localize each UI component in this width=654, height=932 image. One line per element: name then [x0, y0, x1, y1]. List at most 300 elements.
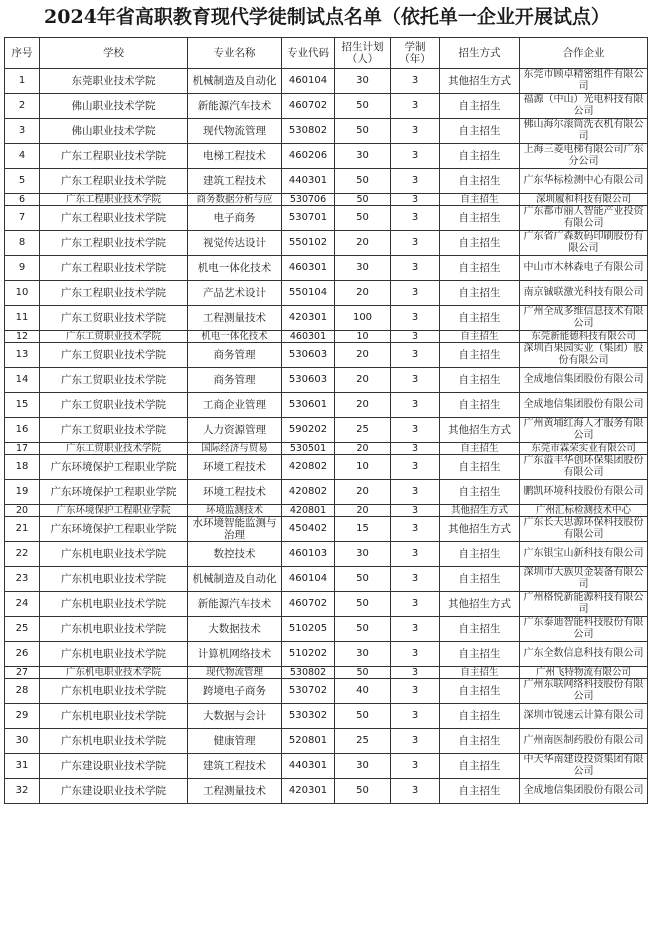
- cell-method: 自主招生: [440, 754, 520, 779]
- cell-partner: 上海三菱电梯有限公司广东分公司: [520, 144, 648, 169]
- cell-school: 广东环境保护工程职业学院: [40, 455, 188, 480]
- cell-partner: 广东都市丽人智能产业投资有限公司: [520, 206, 648, 231]
- header-years: 学制（年）: [391, 38, 440, 69]
- cell-major: 产品艺术设计: [188, 281, 282, 306]
- cell-seq: 15: [5, 393, 40, 418]
- cell-major: 环境监测技术: [188, 505, 282, 517]
- cell-code: 550104: [282, 281, 335, 306]
- cell-years: 3: [391, 617, 440, 642]
- cell-years: 3: [391, 592, 440, 617]
- cell-partner: 东莞新能德科技有限公司: [520, 331, 648, 343]
- table-row: [5, 343, 648, 368]
- table-row: [5, 368, 648, 393]
- cell-school: 广东建设职业技术学院: [40, 779, 188, 804]
- cell-code: 530702: [282, 679, 335, 704]
- cell-plan: 30: [335, 256, 391, 281]
- cell-method: 自主招生: [440, 455, 520, 480]
- table-body: [5, 69, 648, 804]
- table-row: [5, 517, 648, 542]
- table-row: [5, 306, 648, 331]
- cell-partner: 广州格悦新能源科技有限公司: [520, 592, 648, 617]
- cell-plan: 40: [335, 679, 391, 704]
- cell-years: 3: [391, 642, 440, 667]
- cell-major: 现代物流管理: [188, 119, 282, 144]
- cell-major: 商务管理: [188, 368, 282, 393]
- cell-partner: 鹏凯环境科技股份有限公司: [520, 480, 648, 505]
- table-row: [5, 729, 648, 754]
- cell-plan: 50: [335, 704, 391, 729]
- cell-plan: 30: [335, 642, 391, 667]
- cell-years: 3: [391, 505, 440, 517]
- cell-major: 商务管理: [188, 343, 282, 368]
- cell-method: 其他招生方式: [440, 505, 520, 517]
- cell-years: 3: [391, 779, 440, 804]
- cell-partner: 中天华南建设投资集团有限公司: [520, 754, 648, 779]
- cell-school: 广东工程职业技术学院: [40, 281, 188, 306]
- cell-plan: 50: [335, 194, 391, 206]
- cell-seq: 31: [5, 754, 40, 779]
- cell-years: 3: [391, 368, 440, 393]
- cell-school: 东莞职业技术学院: [40, 69, 188, 94]
- cell-plan: 20: [335, 393, 391, 418]
- cell-method: 自主招生: [440, 443, 520, 455]
- cell-code: 460206: [282, 144, 335, 169]
- cell-years: 3: [391, 206, 440, 231]
- cell-method: 自主招生: [440, 667, 520, 679]
- cell-plan: 50: [335, 169, 391, 194]
- cell-years: 3: [391, 679, 440, 704]
- cell-years: 3: [391, 517, 440, 542]
- cell-plan: 15: [335, 517, 391, 542]
- cell-code: 590202: [282, 418, 335, 443]
- cell-seq: 5: [5, 169, 40, 194]
- cell-method: 自主招生: [440, 368, 520, 393]
- header-school: 学校: [40, 38, 188, 69]
- cell-major: 工程测量技术: [188, 779, 282, 804]
- cell-major: 商务数据分析与应: [188, 194, 282, 206]
- cell-plan: 50: [335, 779, 391, 804]
- cell-major: 机电一体化技术: [188, 256, 282, 281]
- cell-major: 机电一体化技术: [188, 331, 282, 343]
- cell-years: 3: [391, 281, 440, 306]
- cell-code: 420301: [282, 306, 335, 331]
- cell-method: 自主招生: [440, 306, 520, 331]
- cell-seq: 2: [5, 94, 40, 119]
- cell-code: 460702: [282, 94, 335, 119]
- table-row: [5, 206, 648, 231]
- cell-seq: 8: [5, 231, 40, 256]
- cell-years: 3: [391, 418, 440, 443]
- cell-years: 3: [391, 393, 440, 418]
- cell-method: 自主招生: [440, 393, 520, 418]
- cell-method: 自主招生: [440, 542, 520, 567]
- cell-partner: 全成地信集团股份有限公司: [520, 393, 648, 418]
- cell-code: 530601: [282, 393, 335, 418]
- cell-method: 自主招生: [440, 343, 520, 368]
- cell-major: 人力资源管理: [188, 418, 282, 443]
- cell-partner: 广州飞特物流有限公司: [520, 667, 648, 679]
- page-title: 2024年省高职教育现代学徒制试点名单（依托单一企业开展试点）: [44, 6, 610, 28]
- cell-years: 3: [391, 455, 440, 480]
- cell-years: 3: [391, 729, 440, 754]
- cell-school: 广东工程职业技术学院: [40, 256, 188, 281]
- cell-partner: 广东华标检测中心有限公司: [520, 169, 648, 194]
- table-row: [5, 194, 648, 206]
- table-row: [5, 94, 648, 119]
- cell-school: 广东工贸职业技术学院: [40, 368, 188, 393]
- cell-plan: 30: [335, 754, 391, 779]
- cell-years: 3: [391, 704, 440, 729]
- cell-school: 广东工程职业技术学院: [40, 144, 188, 169]
- cell-major: 电梯工程技术: [188, 144, 282, 169]
- cell-method: 其他招生方式: [440, 418, 520, 443]
- cell-partner: 东莞市顾卓精密组件有限公司: [520, 69, 648, 94]
- cell-plan: 50: [335, 592, 391, 617]
- cell-school: 广东工程职业技术学院: [40, 206, 188, 231]
- cell-years: 3: [391, 480, 440, 505]
- cell-code: 530701: [282, 206, 335, 231]
- table-row: [5, 144, 648, 169]
- table-row: [5, 754, 648, 779]
- cell-seq: 11: [5, 306, 40, 331]
- cell-method: 其他招生方式: [440, 517, 520, 542]
- table-row: [5, 455, 648, 480]
- table-row: [5, 592, 648, 617]
- cell-code: 460301: [282, 256, 335, 281]
- cell-partner: 广州东联网络科技股份有限公司: [520, 679, 648, 704]
- cell-method: 自主招生: [440, 642, 520, 667]
- cell-school: 广东建设职业技术学院: [40, 754, 188, 779]
- cell-code: 530302: [282, 704, 335, 729]
- cell-years: 3: [391, 443, 440, 455]
- cell-code: 550102: [282, 231, 335, 256]
- cell-code: 520801: [282, 729, 335, 754]
- cell-seq: 10: [5, 281, 40, 306]
- cell-partner: 深圳百果园实业（集团）股份有限公司: [520, 343, 648, 368]
- cell-method: 自主招生: [440, 94, 520, 119]
- cell-plan: 50: [335, 119, 391, 144]
- cell-plan: 20: [335, 368, 391, 393]
- cell-method: 自主招生: [440, 119, 520, 144]
- table-row: [5, 418, 648, 443]
- table-row: [5, 281, 648, 306]
- cell-plan: 30: [335, 542, 391, 567]
- table-row: [5, 679, 648, 704]
- cell-code: 530706: [282, 194, 335, 206]
- cell-partner: 广东长天思源环保科技股份有限公司: [520, 517, 648, 542]
- cell-seq: 26: [5, 642, 40, 667]
- cell-seq: 23: [5, 567, 40, 592]
- cell-method: 自主招生: [440, 169, 520, 194]
- cell-school: 广东机电职业技术学院: [40, 567, 188, 592]
- table-row: [5, 256, 648, 281]
- cell-method: 自主招生: [440, 194, 520, 206]
- cell-code: 460104: [282, 567, 335, 592]
- cell-seq: 16: [5, 418, 40, 443]
- cell-major: 现代物流管理: [188, 667, 282, 679]
- cell-plan: 50: [335, 206, 391, 231]
- cell-method: 自主招生: [440, 617, 520, 642]
- cell-method: 其他招生方式: [440, 592, 520, 617]
- header-row: [5, 38, 648, 69]
- cell-years: 3: [391, 754, 440, 779]
- header-partner: 合作企业: [520, 38, 648, 69]
- cell-major: 工程测量技术: [188, 306, 282, 331]
- cell-major: 环境工程技术: [188, 480, 282, 505]
- cell-years: 3: [391, 194, 440, 206]
- cell-years: 3: [391, 69, 440, 94]
- table-row: [5, 119, 648, 144]
- cell-school: 广东环境保护工程职业学院: [40, 480, 188, 505]
- cell-code: 530603: [282, 343, 335, 368]
- cell-school: 广东机电职业技术学院: [40, 667, 188, 679]
- cell-method: 自主招生: [440, 231, 520, 256]
- cell-partner: 广东泰迪智能科技股份有限公司: [520, 617, 648, 642]
- cell-partner: 深圳履和科技有限公司: [520, 194, 648, 206]
- cell-plan: 50: [335, 94, 391, 119]
- table-row: [5, 779, 648, 804]
- cell-major: 跨境电子商务: [188, 679, 282, 704]
- cell-plan: 50: [335, 617, 391, 642]
- cell-partner: 东莞市霖荣实业有限公司: [520, 443, 648, 455]
- cell-plan: 10: [335, 331, 391, 343]
- cell-seq: 14: [5, 368, 40, 393]
- cell-plan: 20: [335, 281, 391, 306]
- cell-plan: 25: [335, 418, 391, 443]
- cell-school: 广东工贸职业技术学院: [40, 331, 188, 343]
- table-row: [5, 480, 648, 505]
- cell-seq: 29: [5, 704, 40, 729]
- cell-code: 510205: [282, 617, 335, 642]
- cell-years: 3: [391, 567, 440, 592]
- cell-school: 佛山职业技术学院: [40, 119, 188, 144]
- cell-seq: 6: [5, 194, 40, 206]
- table-row: [5, 567, 648, 592]
- cell-code: 420301: [282, 779, 335, 804]
- cell-code: 440301: [282, 754, 335, 779]
- cell-school: 广东工贸职业技术学院: [40, 443, 188, 455]
- cell-plan: 50: [335, 667, 391, 679]
- cell-major: 大数据与会计: [188, 704, 282, 729]
- cell-partner: 广东全数信息科技有限公司: [520, 642, 648, 667]
- cell-major: 机械制造及自动化: [188, 567, 282, 592]
- cell-school: 广东机电职业技术学院: [40, 592, 188, 617]
- cell-seq: 22: [5, 542, 40, 567]
- cell-seq: 27: [5, 667, 40, 679]
- cell-years: 3: [391, 343, 440, 368]
- table-row: [5, 443, 648, 455]
- cell-seq: 21: [5, 517, 40, 542]
- cell-seq: 4: [5, 144, 40, 169]
- header-code: 专业代码: [282, 38, 335, 69]
- cell-plan: 30: [335, 69, 391, 94]
- cell-partner: 广东省广森数码印刷股份有限公司: [520, 231, 648, 256]
- cell-code: 530603: [282, 368, 335, 393]
- table-row: [5, 642, 648, 667]
- cell-seq: 32: [5, 779, 40, 804]
- cell-school: 广东工贸职业技术学院: [40, 393, 188, 418]
- cell-school: 广东工程职业技术学院: [40, 169, 188, 194]
- cell-years: 3: [391, 144, 440, 169]
- cell-major: 建筑工程技术: [188, 754, 282, 779]
- cell-code: 460702: [282, 592, 335, 617]
- cell-seq: 1: [5, 69, 40, 94]
- cell-seq: 24: [5, 592, 40, 617]
- cell-school: 广东工程职业技术学院: [40, 194, 188, 206]
- cell-plan: 30: [335, 144, 391, 169]
- cell-school: 广东工贸职业技术学院: [40, 306, 188, 331]
- cell-partner: 福源（中山）光电科技有限公司: [520, 94, 648, 119]
- cell-school: 广东机电职业技术学院: [40, 542, 188, 567]
- cell-partner: 佛山海尔滚筒洗衣机有限公司: [520, 119, 648, 144]
- cell-major: 大数据技术: [188, 617, 282, 642]
- cell-plan: 10: [335, 455, 391, 480]
- cell-seq: 30: [5, 729, 40, 754]
- header-seq: 序号: [5, 38, 40, 69]
- cell-plan: 20: [335, 231, 391, 256]
- cell-years: 3: [391, 331, 440, 343]
- cell-major: 新能源汽车技术: [188, 592, 282, 617]
- cell-partner: 全成地信集团股份有限公司: [520, 368, 648, 393]
- header-method: 招生方式: [440, 38, 520, 69]
- table-row: [5, 169, 648, 194]
- table-row: [5, 393, 648, 418]
- cell-years: 3: [391, 256, 440, 281]
- cell-code: 530802: [282, 667, 335, 679]
- cell-seq: 9: [5, 256, 40, 281]
- cell-code: 450402: [282, 517, 335, 542]
- cell-code: 420802: [282, 480, 335, 505]
- cell-code: 460103: [282, 542, 335, 567]
- table-row: [5, 505, 648, 517]
- cell-major: 机械制造及自动化: [188, 69, 282, 94]
- cell-plan: 20: [335, 343, 391, 368]
- cell-major: 健康管理: [188, 729, 282, 754]
- cell-seq: 13: [5, 343, 40, 368]
- cell-years: 3: [391, 306, 440, 331]
- cell-plan: 20: [335, 480, 391, 505]
- header-major: 专业名称: [188, 38, 282, 69]
- cell-method: 自主招生: [440, 281, 520, 306]
- cell-major: 环境工程技术: [188, 455, 282, 480]
- cell-major: 电子商务: [188, 206, 282, 231]
- cell-method: 自主招生: [440, 480, 520, 505]
- cell-plan: 25: [335, 729, 391, 754]
- cell-years: 3: [391, 231, 440, 256]
- cell-years: 3: [391, 667, 440, 679]
- cell-plan: 100: [335, 306, 391, 331]
- cell-seq: 18: [5, 455, 40, 480]
- cell-code: 510202: [282, 642, 335, 667]
- cell-major: 工商企业管理: [188, 393, 282, 418]
- cell-major: 计算机网络技术: [188, 642, 282, 667]
- cell-school: 佛山职业技术学院: [40, 94, 188, 119]
- cell-school: 广东机电职业技术学院: [40, 679, 188, 704]
- cell-code: 460301: [282, 331, 335, 343]
- cell-partner: 中山市木林森电子有限公司: [520, 256, 648, 281]
- cell-partner: 南京铖联激光科技有限公司: [520, 281, 648, 306]
- table-row: [5, 704, 648, 729]
- cell-partner: 广东银宝山新科技有限公司: [520, 542, 648, 567]
- cell-partner: 深圳市锐速云计算有限公司: [520, 704, 648, 729]
- cell-partner: 广州黄埔红海人才服务有限公司: [520, 418, 648, 443]
- cell-method: 自主招生: [440, 567, 520, 592]
- cell-method: 自主招生: [440, 729, 520, 754]
- cell-partner: 广州全成多维信息技术有限公司: [520, 306, 648, 331]
- cell-school: 广东机电职业技术学院: [40, 704, 188, 729]
- cell-partner: 深圳市大族贝金装备有限公司: [520, 567, 648, 592]
- cell-years: 3: [391, 169, 440, 194]
- cell-seq: 7: [5, 206, 40, 231]
- cell-code: 460104: [282, 69, 335, 94]
- cell-major: 数控技术: [188, 542, 282, 567]
- cell-method: 自主招生: [440, 256, 520, 281]
- cell-seq: 25: [5, 617, 40, 642]
- cell-major: 建筑工程技术: [188, 169, 282, 194]
- table-row: [5, 542, 648, 567]
- cell-school: 广东环境保护工程职业学院: [40, 517, 188, 542]
- cell-code: 440301: [282, 169, 335, 194]
- cell-method: 自主招生: [440, 206, 520, 231]
- cell-school: 广东环境保护工程职业学院: [40, 505, 188, 517]
- cell-plan: 20: [335, 443, 391, 455]
- cell-plan: 50: [335, 567, 391, 592]
- cell-seq: 20: [5, 505, 40, 517]
- cell-school: 广东工程职业技术学院: [40, 231, 188, 256]
- cell-seq: 28: [5, 679, 40, 704]
- cell-method: 自主招生: [440, 704, 520, 729]
- table-row: [5, 667, 648, 679]
- cell-code: 420801: [282, 505, 335, 517]
- cell-method: 自主招生: [440, 144, 520, 169]
- cell-major: 新能源汽车技术: [188, 94, 282, 119]
- cell-years: 3: [391, 542, 440, 567]
- cell-partner: 广州汇标检测技术中心: [520, 505, 648, 517]
- cell-major: 水环境智能监测与治理: [188, 517, 282, 542]
- table-row: [5, 331, 648, 343]
- cell-method: 自主招生: [440, 679, 520, 704]
- cell-school: 广东机电职业技术学院: [40, 642, 188, 667]
- header-plan: 招生计划（人）: [335, 38, 391, 69]
- cell-seq: 19: [5, 480, 40, 505]
- cell-method: 自主招生: [440, 331, 520, 343]
- table-row: [5, 617, 648, 642]
- cell-code: 420802: [282, 455, 335, 480]
- cell-partner: 广东溢丰华创环保集团股份有限公司: [520, 455, 648, 480]
- cell-major: 国际经济与贸易: [188, 443, 282, 455]
- cell-school: 广东机电职业技术学院: [40, 617, 188, 642]
- cell-seq: 12: [5, 331, 40, 343]
- cell-plan: 20: [335, 505, 391, 517]
- cell-school: 广东机电职业技术学院: [40, 729, 188, 754]
- cell-partner: 全成地信集团股份有限公司: [520, 779, 648, 804]
- cell-school: 广东工贸职业技术学院: [40, 343, 188, 368]
- cell-code: 530802: [282, 119, 335, 144]
- table-row: [5, 69, 648, 94]
- cell-major: 视觉传达设计: [188, 231, 282, 256]
- table-row: [5, 231, 648, 256]
- cell-seq: 17: [5, 443, 40, 455]
- cell-school: 广东工贸职业技术学院: [40, 418, 188, 443]
- cell-seq: 3: [5, 119, 40, 144]
- cell-method: 其他招生方式: [440, 69, 520, 94]
- cell-method: 自主招生: [440, 779, 520, 804]
- cell-years: 3: [391, 119, 440, 144]
- cell-years: 3: [391, 94, 440, 119]
- cell-partner: 广州南医制药股份有限公司: [520, 729, 648, 754]
- pilot-list-table: [4, 37, 648, 804]
- cell-code: 530501: [282, 443, 335, 455]
